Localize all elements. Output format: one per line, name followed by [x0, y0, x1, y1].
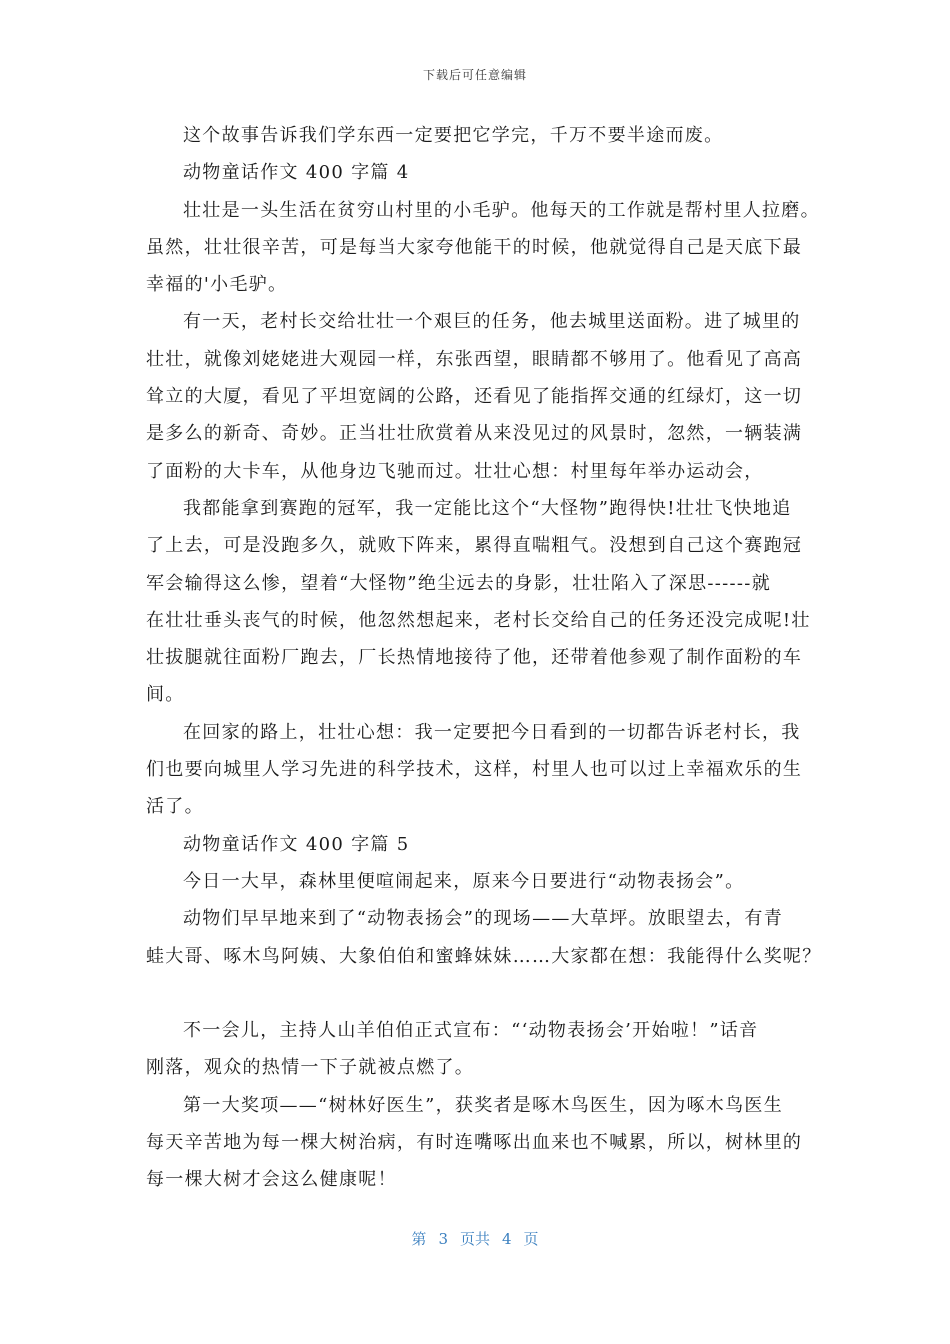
- paragraph-line: 刚落，观众的热情一下子就被点燃了。: [146, 1057, 475, 1079]
- paragraph-line: 耸立的大厦，看见了平坦宽阔的公路，还看见了能指挥交通的红绿灯，这一切: [146, 386, 803, 408]
- paragraph-line: 这个故事告诉我们学东西一定要把它学完，千万不要半途而废。: [183, 125, 724, 146]
- document-body: [146, 117, 822, 1199]
- footer-total-pages: 4: [502, 1230, 512, 1248]
- section-heading: 动物童话作文 400 字篇 4: [183, 162, 410, 184]
- paragraph-line: 壮拔腿就往面粉厂跑去，厂长热情地接待了他，还带着他参观了制作面粉的车: [146, 647, 803, 669]
- footer-current-page: 3: [438, 1230, 448, 1248]
- paragraph-line: 不一会儿，主持人山羊伯伯正式宣布：“‘动物表扬会’开始啦！”话音: [183, 1020, 759, 1042]
- paragraph-line: 有一天，老村长交给壮壮一个艰巨的任务，他去城里送面粉。进了城里的: [183, 311, 801, 333]
- paragraph-line: 壮壮是一头生活在贫穷山村里的小毛驴。他每天的工作就是帮村里人拉磨。: [183, 199, 820, 221]
- footer-prefix: 第: [411, 1230, 427, 1248]
- paragraph-line: 军会输得这么惨，望着“大怪物”绝尘远去的身影，壮壮陷入了深思------就: [146, 572, 771, 594]
- paragraph-line: 每一棵大树才会这么健康呢！: [146, 1169, 397, 1191]
- blank-line: [146, 975, 806, 1012]
- paragraph-line: 动物们早早地来到了“动物表扬会”的现场——大草坪。放眼望去，有青: [183, 908, 784, 930]
- page-footer: [0, 1228, 950, 1249]
- paragraph-line: 壮壮，就像刘姥姥进大观园一样，东张西望，眼睛都不够用了。他看见了高高: [146, 348, 803, 370]
- footer-middle: 页共: [459, 1230, 490, 1248]
- paragraph-line: 我都能拿到赛跑的冠军，我一定能比这个“大怪物”跑得快!壮壮飞快地追: [183, 497, 792, 519]
- paragraph-line: 是多么的新奇、奇妙。正当壮壮欣赏着从来没见过的风景时，忽然，一辆装满: [146, 423, 803, 445]
- paragraph-line: 间。: [146, 684, 185, 706]
- page-header: 下载后可任意编辑: [422, 68, 527, 82]
- paragraph-line: 虽然，壮壮很辛苦，可是每当大家夸他能干的时候，他就觉得自己是天底下最: [146, 236, 803, 258]
- section-heading: 动物童话作文 400 字篇 5: [183, 833, 410, 855]
- footer-suffix: 页: [523, 1230, 539, 1248]
- paragraph-line: 蛙大哥、啄木鸟阿姨、大象伯伯和蜜蜂妹妹……大家都在想：我能得什么奖呢？: [146, 945, 822, 967]
- paragraph-line: 在回家的路上，壮壮心想：我一定要把今日看到的一切都告诉老村长，我: [183, 721, 801, 743]
- paragraph-line: 了上去，可是没跑多久，就败下阵来，累得直喘粗气。没想到自己这个赛跑冠: [146, 535, 803, 557]
- paragraph-line: 每天辛苦地为每一棵大树治病，有时连嘴啄出血来也不喊累，所以，树林里的: [146, 1132, 803, 1154]
- paragraph-line: 了面粉的大卡车，从他身边飞驰而过。壮壮心想：村里每年举办运动会，: [146, 460, 764, 482]
- paragraph-line: 今日一大早，森林里便喧闹起来，原来今日要进行“动物表扬会”。: [183, 870, 745, 892]
- paragraph-line: 幸福的'小毛驴。: [146, 274, 288, 296]
- paragraph-line: 第一大奖项——“树林好医生”，获奖者是啄木鸟医生，因为啄木鸟医生: [183, 1094, 784, 1116]
- paragraph-line: 在壮壮垂头丧气的时候，他忽然想起来，老村长交给自己的任务还没完成呢!壮: [146, 609, 811, 631]
- paragraph-line: 们也要向城里人学习先进的科学技术，这样，村里人也可以过上幸福欢乐的生: [146, 759, 803, 781]
- paragraph-line: 活了。: [146, 796, 204, 818]
